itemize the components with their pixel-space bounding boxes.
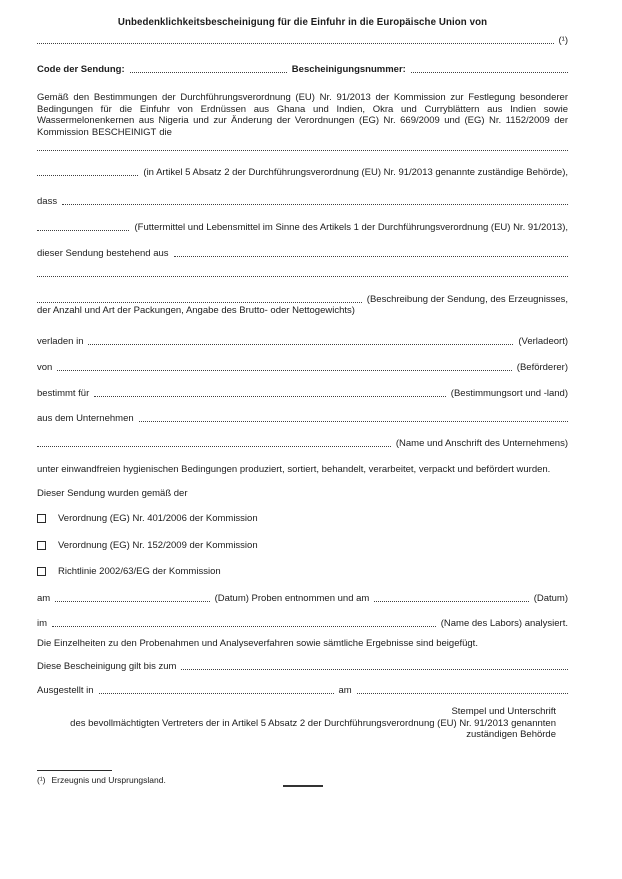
validity-date-field xyxy=(181,669,568,670)
carrier-row xyxy=(37,362,568,373)
foodstuff-note: (Futtermittel und Lebensmittel im Sinne des Artikels 1 der Durchführungsverordnung (EU) Nr. 91/2013), xyxy=(134,222,568,233)
description-note-row xyxy=(37,294,568,305)
checkbox-directive-2002-63[interactable] xyxy=(37,567,46,576)
checkbox-row-regulation-401-2006 xyxy=(37,513,568,524)
company-note: (Name und Anschrift des Unternehmens) xyxy=(395,437,568,449)
sampling-mid-note: (Datum) Proben entnommen und am xyxy=(214,592,370,604)
sampling-intro: Dieser Sendung wurden gemäß der xyxy=(37,488,188,499)
company-label: aus dem Unternehmen xyxy=(37,412,134,424)
hygiene-statement: unter einwandfreien hygienischen Bedingungen produziert, sortiert, behandelt, verarbeitet, verpackt und befördert wurden. xyxy=(37,463,551,475)
checkbox-label-regulation-152-2009: Verordnung (EG) Nr. 152/2009 der Kommission xyxy=(58,539,258,551)
product-row xyxy=(37,35,568,46)
lab-note: (Name des Labors) analysiert. xyxy=(440,617,568,629)
dass-field xyxy=(62,204,568,205)
dass-row xyxy=(37,196,568,207)
lab-im-label: im xyxy=(37,617,48,629)
loading-place-note: (Verladeort) xyxy=(518,335,568,347)
details-statement: Die Einzelheiten zu den Probenahmen und Analyseverfahren sowie sämtliche Ergebnisse sind beigefügt. xyxy=(37,637,478,649)
destination-label: bestimmt für xyxy=(37,387,90,399)
description-field xyxy=(37,276,568,277)
sampling-end-note: (Datum) xyxy=(533,592,569,604)
consignment-label: dieser Sendung bestehend aus xyxy=(37,248,169,259)
intro-paragraph: Gemäß den Bestimmungen der Durchführungsverordnung (EU) Nr. 91/2013 der Kommission zur Festlegung besonderer Bedingungen für die Einfuhr von Erdnüssen aus Ghana und Indien, Okra und Curryblättern aus Indien sowie Wassermelonenkernen aus Nigeria und zur Änderung der Verordnungen (EG) Nr. 669/2009 und (EG) Nr. 1152/2009 der Kommission BESCHEINIGT die xyxy=(37,92,568,138)
destination-field xyxy=(94,396,446,397)
consignment-row xyxy=(37,248,568,259)
signature-line-2: des bevollmächtigten Vertreters der in Artikel 5 Absatz 2 der Durchführungsverordnung (EU) Nr. 91/2013 genannten xyxy=(70,717,556,729)
issued-label: Ausgestellt in xyxy=(37,685,94,696)
product-field xyxy=(37,43,554,44)
certificate-number-label: Bescheinigungsnummer: xyxy=(291,64,406,75)
description-note-line1: (Beschreibung der Sendung, des Erzeugnisses, xyxy=(366,294,568,305)
issued-am-label: am xyxy=(338,685,352,696)
sampling-am-label: am xyxy=(37,592,51,604)
checkbox-row-regulation-152-2009 xyxy=(37,540,568,551)
footnote-divider xyxy=(37,770,112,771)
carrier-field xyxy=(57,370,511,371)
laboratory-row xyxy=(37,618,568,629)
validity-label: Diese Bescheinigung gilt bis zum xyxy=(37,661,177,672)
dass-label: dass xyxy=(37,196,58,207)
footnote-text: Erzeugnis und Ursprungsland. xyxy=(51,774,166,785)
loading-place-field xyxy=(88,344,513,345)
loading-place-row xyxy=(37,336,568,347)
validity-row xyxy=(37,661,568,672)
company-field xyxy=(139,421,568,422)
carrier-note: (Beförderer) xyxy=(516,361,568,373)
checkbox-regulation-401-2006[interactable] xyxy=(37,514,46,523)
signature-line-1: Stempel und Unterschrift xyxy=(451,706,556,717)
company-name-field xyxy=(37,446,391,447)
page-end-rule xyxy=(283,785,323,787)
destination-row xyxy=(37,388,568,399)
consignment-field xyxy=(174,256,568,257)
product-footnote-ref: (¹) xyxy=(558,35,568,46)
laboratory-field xyxy=(52,626,436,627)
authority-note: (in Artikel 5 Absatz 2 der Durchführungsverordnung (EU) Nr. 91/2013 genannte zuständige Behörde), xyxy=(143,167,568,178)
checkbox-label-regulation-401-2006: Verordnung (EG) Nr. 401/2006 der Kommission xyxy=(58,512,258,524)
company-row xyxy=(37,413,568,424)
certificate-number-field xyxy=(411,72,568,73)
issue-date-field xyxy=(357,693,568,694)
sampling-dates-row xyxy=(37,593,568,604)
signature-block xyxy=(37,706,568,741)
checkbox-regulation-152-2009[interactable] xyxy=(37,541,46,550)
analysis-date-field xyxy=(374,601,528,602)
footnote xyxy=(37,775,568,785)
foodstuff-field xyxy=(37,230,129,231)
issue-place-field xyxy=(99,693,334,694)
checkbox-label-directive-2002-63: Richtlinie 2002/63/EG der Kommission xyxy=(58,565,221,577)
foodstuff-row xyxy=(37,222,568,233)
description-note-line2: der Anzahl und Art der Packungen, Angabe des Brutto- oder Nettogewichts) xyxy=(37,305,355,316)
issued-row xyxy=(37,685,568,696)
document-title: Unbedenklichkeitsbescheinigung für die Einfuhr in die Europäische Union von xyxy=(117,17,488,28)
authority-name-field xyxy=(37,150,568,151)
loading-place-label: verladen in xyxy=(37,335,84,347)
description-field-row xyxy=(37,276,568,279)
shipment-code-field xyxy=(130,72,287,73)
footnote-marker: (¹) xyxy=(37,774,46,785)
carrier-label: von xyxy=(37,361,53,373)
authority-name-row xyxy=(37,150,568,153)
sampling-date-field xyxy=(55,601,209,602)
code-and-certnumber-row xyxy=(37,64,568,75)
checkbox-row-directive-2002-63 xyxy=(37,566,568,577)
authority-note-row xyxy=(37,167,568,178)
company-note-row xyxy=(37,438,568,449)
description-field-2 xyxy=(37,302,362,303)
destination-note: (Bestimmungsort und -land) xyxy=(450,387,568,399)
signature-line-3: zuständigen Behörde xyxy=(466,729,556,740)
shipment-code-label: Code der Sendung: xyxy=(37,64,125,75)
authority-field xyxy=(37,175,138,176)
